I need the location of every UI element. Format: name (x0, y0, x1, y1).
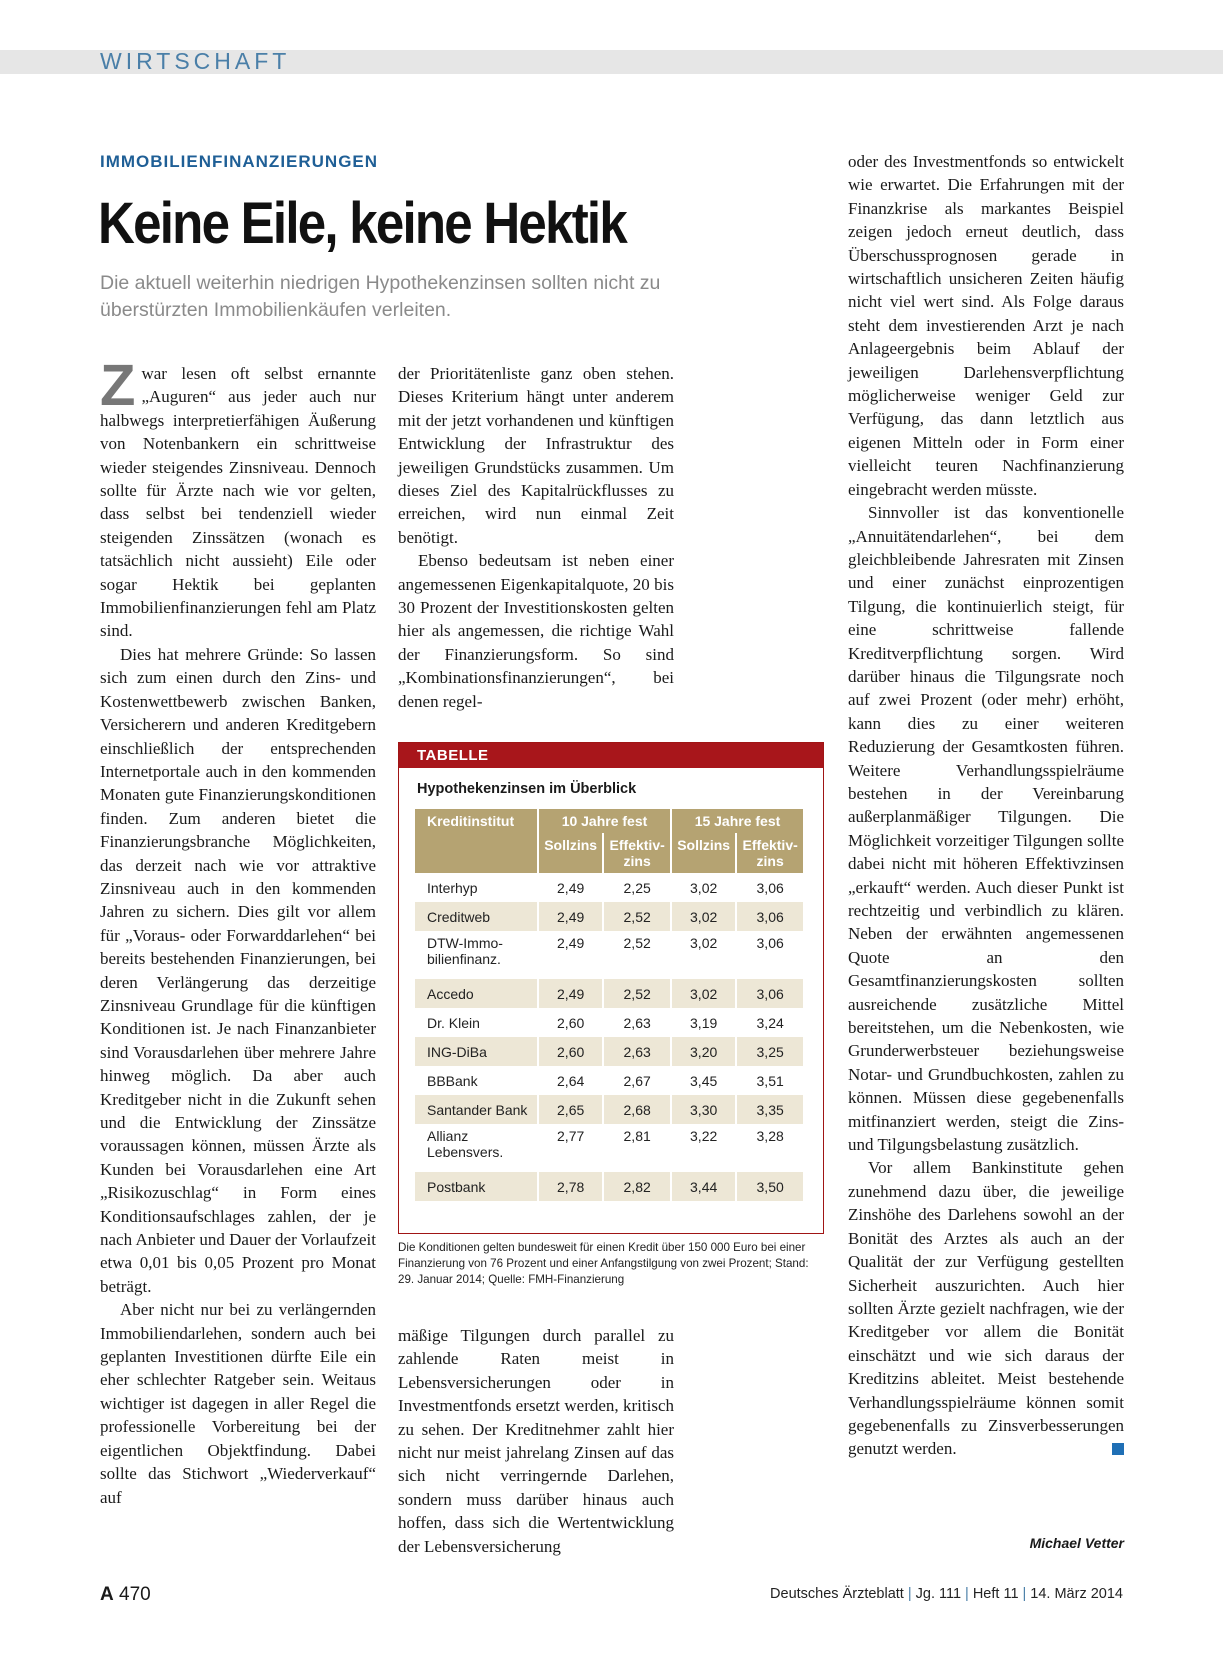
rate-cell: 3,02 (671, 979, 736, 1008)
article-headline: Keine Eile, keine Hektik (98, 191, 626, 256)
rate-cell: 2,60 (538, 1008, 603, 1037)
table-row (415, 931, 803, 979)
table-footnote: Die Konditionen gelten bundesweit für einen Kredit über 150 000 Euro bei einer Finanzierung von 76 Prozent und einer Anfangstilgung von zwei Prozent; Stand: 29. Januar 2014; Quelle: FMH-Finanzierung (398, 1241, 809, 1286)
paragraph: Ebenso bedeutsam ist neben einer angemessenen Eigenkapitalquote, 20 bis 30 Prozent der Investitionskosten gelten hier als angemessen, die richtige Wahl der Finanzierungsform. So sind „Kombinationsfinanzierungen“, bei denen regel- (398, 551, 674, 711)
rate-cell: 2,49 (538, 902, 603, 931)
article-column-3 (848, 150, 1124, 1461)
rate-cell: 2,52 (603, 979, 671, 1008)
article-kicker: IMMOBILIENFINANZIERUNGEN (100, 152, 379, 171)
rate-cell: 3,02 (671, 931, 736, 979)
institute-name: Dr. Klein (427, 1014, 480, 1031)
rate-cell: 3,30 (671, 1095, 736, 1124)
rate-cell: 2,78 (538, 1172, 603, 1201)
institute-name: Postbank (415, 1172, 538, 1201)
rate-cell: 2,52 (603, 902, 671, 931)
paragraph (848, 1156, 1124, 1460)
page-number-value: 470 (119, 1584, 151, 1605)
institute-name: Santander Bank (415, 1095, 538, 1124)
separator: | (1022, 1586, 1027, 1602)
paragraph: Aber nicht nur bei zu verlängernden Immobiliendarlehen, sondern auch bei geplanten Investitionen dürfte Eile ein eher schlechter Ratgeber sein. Weitaus wichtiger ist dagegen in aller Regel die professionelle Vorbereitung bei der eigentlichen Objektfindung. Dabei sollte das Stichwort „Wiederverkauf“ auf (100, 1300, 376, 1507)
rate-cell: 2,52 (603, 931, 671, 979)
page-number (100, 1584, 151, 1606)
end-of-article-square-icon (1112, 1443, 1124, 1455)
journal-name: Deutsches Ärzteblatt (770, 1586, 904, 1602)
header-sollzins: Sollzins (671, 833, 736, 873)
header-effektivzins: Effektiv- zins (736, 833, 803, 873)
table-row (415, 1172, 803, 1201)
rates-table-box (398, 742, 824, 1234)
rate-cell: 2,65 (538, 1095, 603, 1124)
table-title: Hypothekenzinsen im Überblick (417, 781, 637, 797)
article-column-2-bottom (398, 1324, 674, 1558)
rate-cell: 3,02 (671, 902, 736, 931)
paragraph-text: Vor allem Bankinstitute gehen zunehmend dazu über, die jeweilige Zinshöhe des Darlehens sowohl an der Bonität des Arztes als auch an der Qualität der zur Verfügung gestellten Sicherheit auszurichten. Auch hier sollten Ärzte gezielt nachfragen, wie der Kreditgeber vor allem die Bonität einschätzt und wie sich daraus der Kreditzins ableitet. Meist bestehende Verhandlungsspielräume können somit gegebenenfalls zu Zinsverbesserungen genutzt werden. (848, 1158, 1124, 1459)
rate-cell: 3,06 (736, 902, 803, 931)
table-row (415, 1124, 803, 1172)
institute-name: Accedo (415, 979, 538, 1008)
rates-table (415, 809, 803, 1201)
rate-cell: 3,06 (736, 979, 803, 1008)
rate-cell: 2,49 (538, 979, 603, 1008)
separator: | (965, 1586, 969, 1602)
rate-cell: 3,02 (671, 873, 736, 902)
separator: | (907, 1586, 912, 1602)
header-effektivzins: Effektiv- zins (603, 833, 671, 873)
table-row (415, 1037, 803, 1066)
rate-cell: 3,25 (736, 1037, 803, 1066)
rate-cell: 2,63 (603, 1008, 671, 1037)
rate-cell: 3,50 (736, 1172, 803, 1201)
institute-name: BBBank (427, 1072, 478, 1089)
institute-name: DTW-Immo- bilienfinanz. (427, 935, 503, 967)
rate-cell: 3,24 (736, 1008, 803, 1037)
rate-cell: 2,77 (538, 1124, 603, 1172)
paragraph: der Prioritätenliste ganz oben stehen. Dieses Kriterium hängt unter anderem mit der jetzt vorhandenen und künftigen Entwicklung der Infrastruktur des jeweiligen Grundstücks zusammen. Um dieses Ziel des Kapitalrückflusses zu erreichen, wird nun einmal Zeit benötigt. (398, 364, 674, 547)
rate-cell: 2,49 (538, 873, 603, 902)
institute-name: ING-DiBa (415, 1037, 538, 1066)
table-label: TABELLE (399, 743, 823, 768)
rate-cell: 2,68 (603, 1095, 671, 1124)
rate-cell: 3,51 (736, 1066, 803, 1095)
rate-cell: 3,45 (671, 1066, 736, 1095)
table-row (415, 873, 803, 902)
header-10-jahre: 10 Jahre fest (538, 809, 671, 833)
section-label: WIRTSCHAFT (100, 48, 291, 74)
header-sollzins: Sollzins (538, 833, 603, 873)
rate-cell: 2,60 (538, 1037, 603, 1066)
rate-cell: 2,64 (538, 1066, 603, 1095)
page-prefix: A (100, 1584, 114, 1605)
paragraph: Sinnvoller ist das konventionelle „Annuitätendarlehen“, bei dem gleichbleibende Jahresraten mit Zinsen und einer zunächst einprozentigen Tilgung, die kontinuierlich steigt, für eine schrittweise fallende Kreditverpflichtung sorgen. Wird darüber hinaus die Tilgungsrate noch auf zwei Prozent (oder mehr) erhöht, kann dies zu einer weiteren Reduzierung der Gesamtkosten führen. Weitere Verhandlungsspielräume bestehen in der Vereinbarung außerplanmäßiger Tilgungen. Die Möglichkeit vorzeitiger Tilgungen sollte dabei nicht mit höheren Effektivzinsen „erkauft“ werden. Auch dieser Punkt ist rechtzeitig und verbindlich zu klären. Neben der erwähnten angemessenen Quote an den Gesamtfinanzierungskosten sollten ausreichende zusätzliche Mittel bereitstehen, um die Nebenkosten, wie Grunderwerbsteuer beziehungsweise Notar- und Grundbuchkosten, zahlen zu können. Müssen diese gegebenenfalls mitfinanziert werden, steigt die Zins- und Tilgungsbelastung zusätzlich. (848, 503, 1124, 1155)
article-subtitle: Die aktuell weiterhin niedrigen Hypothekenzinsen sollten nicht zu überstürzten Immobilienkäufen verleiten. (100, 272, 661, 321)
rate-cell: 2,67 (603, 1066, 671, 1095)
rate-cell: 3,28 (736, 1124, 803, 1172)
rate-cell: 3,44 (671, 1172, 736, 1201)
rate-cell: 3,06 (736, 931, 803, 979)
journal-footer (770, 1586, 1123, 1602)
institute-name: Allianz Lebensvers. (427, 1128, 504, 1160)
paragraph: mäßige Tilgungen durch parallel zu zahlende Raten meist in Lebensversicherungen oder in Investmentfonds ersetzt werden, kritisch zu sehen. Der Kreditnehmer zahlt hier nicht nur meist jahrelang Zinsen auf das sich nicht verringernde Darlehen, sondern muss darüber hinaus auch hoffen, dass sich die Wertentwicklung der Lebensversicherung (398, 1326, 674, 1556)
table-row (415, 979, 803, 1008)
rate-cell: 2,49 (538, 931, 603, 979)
drop-cap: Z (100, 353, 136, 418)
rate-cell: 2,63 (603, 1037, 671, 1066)
journal-volume: Jg. 111 (915, 1586, 962, 1602)
paragraph: oder des Investmentfonds so entwickelt wie erwartet. Die Erfahrungen mit der Finanzkrise als markantes Beispiel zeigen jedoch erneut deutlich, dass Überschussprognosen gerade in wirtschaftlich unsicheren Zeiten häufig nicht viel wert sind. Als Folge daraus steht dem investierenden Arzt je nach Anlageergebnis beim Ablauf der jeweiligen Darlehensverpflichtung möglicherweise weniger Geld zur Verfügung, das dann letztlich aus eigenen Mitteln oder in Form einer vielleicht teuren Nachfinanzierung eingebracht werden müsste. (848, 152, 1124, 499)
table-row (415, 902, 803, 931)
rate-cell: 3,20 (671, 1037, 736, 1066)
table-row (415, 1095, 803, 1124)
author-signature: Michael Vetter (1029, 1535, 1124, 1551)
article-column-2-top (398, 362, 674, 713)
rate-cell: 3,22 (671, 1124, 736, 1172)
rate-cell: 2,25 (603, 873, 671, 902)
institute-name: Interhyp (427, 879, 478, 896)
rate-cell: 3,35 (736, 1095, 803, 1124)
rate-cell: 3,19 (671, 1008, 736, 1037)
header-kreditinstitut: Kreditinstitut (415, 809, 538, 873)
paragraph: Dies hat mehrere Gründe: So lassen sich zum einen durch den Zins- und Kostenwettbewerb zwischen Banken, Versicherern und anderen Kreditgebern einschließlich der entsprechenden Internetportale auch in den kommenden Monaten gute Finanzierungskonditionen finden. Zum anderen bietet die Finanzierungsbranche Möglichkeiten, das derzeit nach wie vor attraktive Zinsniveau auch in den kommenden Jahren zu sichern. Dies gilt vor allem für „Voraus- oder Forwarddarlehen“ bei bereits bestehenden Finanzierungen, bei deren Verlängerung das derzeitige Zinsniveau Grundlage für die künftigen Konditionen ist. Je nach Finanzanbieter sind Vorausdarlehen über mehrere Jahre hinweg möglich. Da aber auch Kreditgeber nicht in die Zukunft sehen und die Entwicklung der Zinssätze voraussagen können, müssen Ärzte als Kunden bei Vorausdarlehen eine Art „Risikozuschlag“ in Form eines Konditionsaufschlages zahlen, der je nach Anbieter und Dauer der Vorlaufzeit etwa 0,01 bis 0,05 Prozent pro Monat beträgt. (100, 644, 376, 1296)
rate-cell: 3,06 (736, 873, 803, 902)
journal-issue: Heft 11 (972, 1586, 1019, 1602)
journal-date: 14. März 2014 (1030, 1586, 1123, 1602)
article-column-1 (100, 353, 376, 1509)
table-row (415, 1008, 803, 1037)
paragraph (100, 353, 376, 643)
table-row (415, 1066, 803, 1095)
rate-cell: 2,82 (603, 1172, 671, 1201)
paragraph-text: war lesen oft selbst ernannte „Auguren“ aus jeder auch nur halbwegs interpretierfähigen Äußerung von Notenbankern ein schrittweise wieder steigendes Zinsniveau. Dennoch sollte für Ärzte nach wie vor gelten, dass selbst bei tendenziell wieder steigenden Zinssätzen (wonach es tatsächlich nicht aussieht) Eile oder sogar Hektik bei geplanten Immobilienfinanzierungen fehl am Platz sind. (100, 364, 376, 641)
rate-cell: 2,81 (603, 1124, 671, 1172)
institute-name: Creditweb (415, 902, 538, 931)
header-15-jahre: 15 Jahre fest (671, 809, 803, 833)
